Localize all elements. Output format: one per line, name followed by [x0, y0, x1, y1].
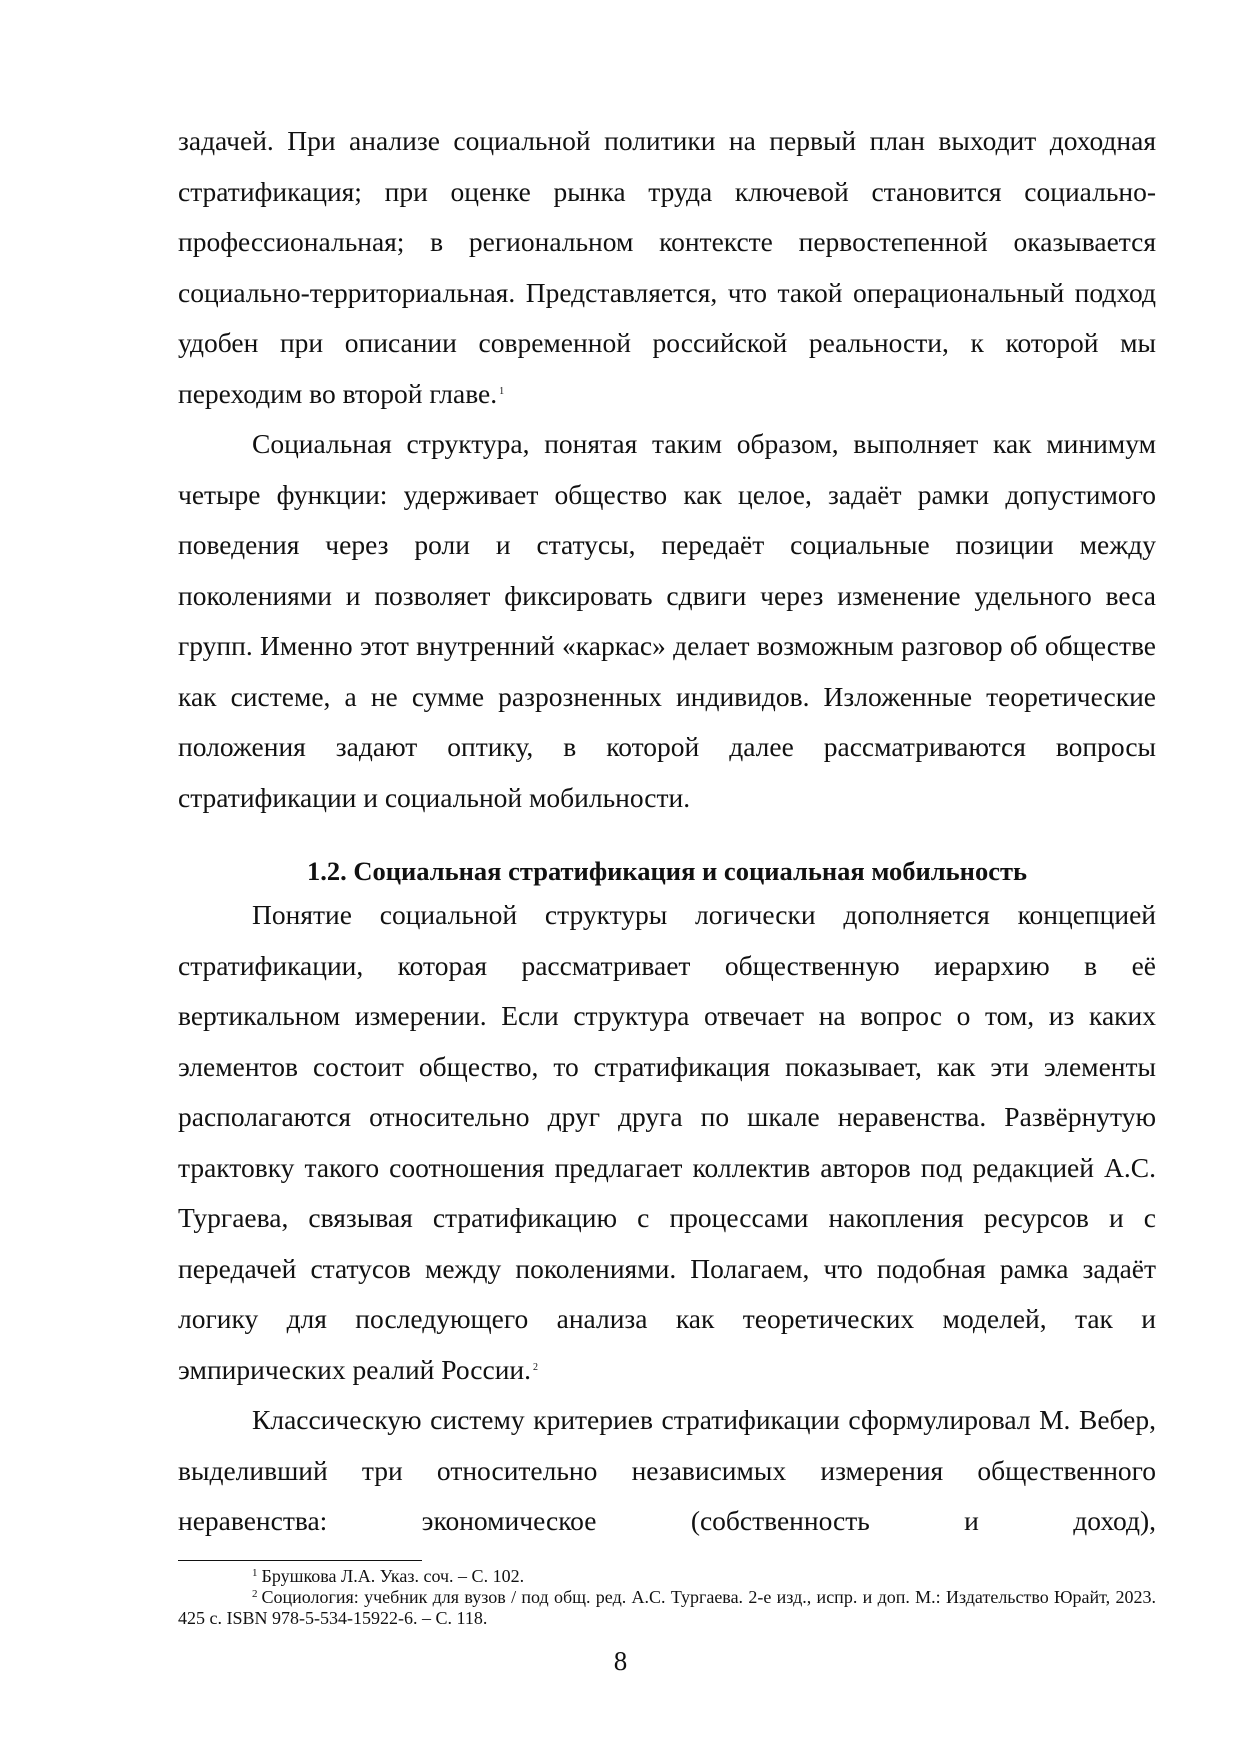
- document-body: [178, 116, 1156, 1547]
- paragraph-structure-functions: [178, 419, 1156, 823]
- footnote-separator: [178, 1560, 422, 1561]
- paragraph-text: Классическую систему критериев стратификации сформулировал М. Вебер, выделивший три относительно независимых измерения общественного неравенства: экономическое (собственность и доход),: [178, 1404, 1156, 1536]
- footnote-reference: 1: [499, 385, 505, 397]
- paragraph-text: задачей. При анализе социальной политики на первый план выходит доходная стратификация; при оценке рынка труда ключевой становится социально-профессиональная; в региональном контексте первостепенной оказывается социально-территориальная. Представляется, что такой операциональный подход удобен при описании современной российской реальности, к которой мы переходим во второй главе.: [178, 125, 1156, 409]
- paragraph-weber-criteria: [178, 1395, 1156, 1547]
- footnote-item: [178, 1587, 1156, 1629]
- page-number: 8: [613, 1646, 628, 1676]
- paragraph-text: Социальная структура, понятая таким образом, выполняет как минимум четыре функции: удерживает общество как целое, задаёт рамки допустимого поведения через роли и статусы, передаёт социальные позиции между поколениями и позволяет фиксировать сдвиги через изменение удельного веса групп. Именно этот внутренний «каркас» делает возможным разговор об обществе как системе, а не сумме разрозненных индивидов. Изложенные теоретические положения задают оптику, в которой далее рассматриваются вопросы стратификации и социальной мобильности.: [178, 428, 1156, 813]
- paragraph-text: Понятие социальной структуры логически дополняется концепцией стратификации, которая рассматривает общественную иерархию в её вертикальном измерении. Если структура отвечает на вопрос о том, из каких элементов состоит общество, то стратификация показывает, как эти элементы располагаются относительно друг друга по шкале неравенства. Развёрнутую трактовку такого соотношения предлагает коллектив авторов под редакцией А.С. Тургаева, связывая стратификацию с процессами накопления ресурсов и с передачей статусов между поколениями. Полагаем, что подобная рамка задаёт логику для последующего анализа как теоретических моделей, так и эмпирических реалий России.: [178, 899, 1156, 1385]
- footnote-item: [178, 1566, 1156, 1587]
- section-heading: 1.2. Социальная стратификация и социальная мобильность: [306, 856, 1027, 886]
- footnotes: [178, 1566, 1156, 1629]
- footnote-number: 1: [252, 1567, 258, 1579]
- paragraph-policy-approach: [178, 116, 1156, 419]
- footnote-reference: 2: [533, 1361, 539, 1373]
- footnote-text: Брушкова Л.А. Указ. соч. – С. 102.: [261, 1566, 525, 1586]
- footnote-text: Социология: учебник для вузов / под общ. ред. А.С. Тургаева. 2-е изд., испр. и доп. М.: Издательство Юрайт, 2023. 425 с. ISBN 978-5-534-15922-6. – С. 118.: [178, 1587, 1156, 1628]
- paragraph-stratification-concept: [178, 890, 1156, 1395]
- footnote-number: 2: [252, 1588, 258, 1600]
